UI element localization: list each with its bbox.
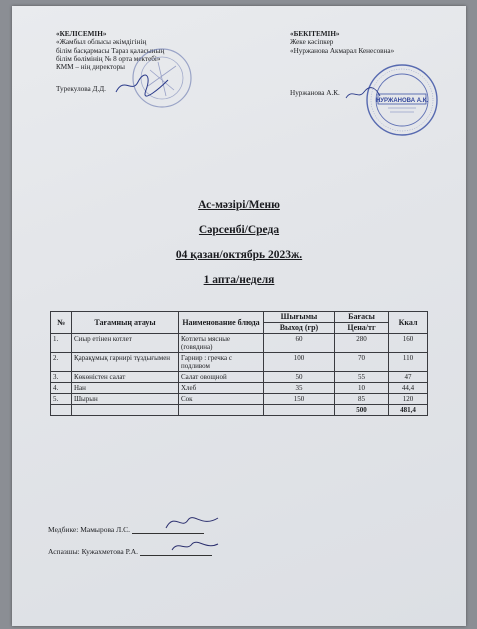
row-kcal: 44,4 <box>389 383 428 394</box>
table-header-row <box>51 312 428 323</box>
approval-left-line: «Жамбыл облысы әкімдігінің <box>56 38 147 47</box>
table-row <box>51 372 428 383</box>
col-yield-ru-header: Выход (гр) <box>264 323 335 334</box>
date-title <box>12 249 466 261</box>
col-price-kz-header: Бағасы <box>334 312 388 323</box>
day-title <box>12 224 466 236</box>
row-name-kz: Сиыр етінен котлет <box>72 334 179 353</box>
approval-left-title: «КЕЛІСЕМІН» <box>56 30 107 38</box>
nurse-signature <box>160 510 224 534</box>
row-kcal: 47 <box>389 372 428 383</box>
row-yield: 150 <box>264 394 335 405</box>
total-empty-cell <box>179 405 264 416</box>
col-name-ru-header: Наименование блюда <box>179 312 264 334</box>
menu-title-text: Ас-мәзірі/Меню <box>198 199 280 211</box>
right-signature <box>342 84 384 104</box>
table-total-row <box>51 405 428 416</box>
col-name-kz-header: Тағамның атауы <box>72 312 179 334</box>
row-name-ru: Салат овощной <box>179 372 264 383</box>
table-row <box>51 383 428 394</box>
table-row <box>51 334 428 353</box>
approval-right-line: «Нуржанова Акмарал Кенесовна» <box>290 46 395 55</box>
col-num-header: № <box>51 312 72 334</box>
row-num: 4. <box>51 383 72 394</box>
row-yield: 60 <box>264 334 335 353</box>
row-name-kz: Қарақұмық гарнирі тұздығымен <box>72 353 179 372</box>
total-kcal: 481,4 <box>389 405 428 416</box>
row-num: 1. <box>51 334 72 353</box>
date-title-text: 04 қазан/октябрь 2023ж. <box>175 249 303 261</box>
table-row <box>51 394 428 405</box>
row-price: 280 <box>334 334 388 353</box>
table-row <box>51 353 428 372</box>
left-signature <box>112 72 172 98</box>
right-seal-text: НУРЖАНОВА А.К. <box>375 98 429 104</box>
cook-signature <box>168 534 222 556</box>
row-kcal: 120 <box>389 394 428 405</box>
approval-left-line: білім бөлімінің № 8 орта мектебі» <box>56 54 161 63</box>
approval-right-line: Жеке кәсіпкер <box>290 38 334 47</box>
row-name-ru: Котлеты мясные (говядина) <box>179 334 264 353</box>
total-price: 500 <box>334 405 388 416</box>
row-kcal: 160 <box>389 334 428 353</box>
approval-left-signer: Турекулова Д.Д. <box>56 85 106 93</box>
row-name-kz: Шырын <box>72 394 179 405</box>
row-num: 3. <box>51 372 72 383</box>
nurse-label: Медбике: Мамырова Л.С. <box>48 525 130 534</box>
row-name-ru: Гарнир : гречка с подливом <box>179 353 264 372</box>
document-sheet <box>12 6 466 626</box>
row-name-kz: Нан <box>72 383 179 394</box>
col-kcal-header: Ккал <box>389 312 428 334</box>
menu-table <box>50 311 428 416</box>
row-num: 5. <box>51 394 72 405</box>
approval-left-line: КММ – нің директоры <box>56 63 125 72</box>
week-title-text: 1 апта/неделя <box>203 274 275 286</box>
approval-left-line: білім басқармасы Тараз қаласының <box>56 46 165 55</box>
row-num: 2. <box>51 353 72 372</box>
row-yield: 100 <box>264 353 335 372</box>
row-price: 70 <box>334 353 388 372</box>
cook-label: Аспазшы: Кужахметова Р.А. <box>48 547 139 556</box>
row-price: 85 <box>334 394 388 405</box>
approval-right-signer: Нуржанова А.К. <box>290 89 340 97</box>
total-empty-cell <box>264 405 335 416</box>
row-yield: 35 <box>264 383 335 394</box>
col-yield-kz-header: Шығымы <box>264 312 335 323</box>
day-title-text: Сәрсенбі/Среда <box>198 224 280 236</box>
week-title <box>12 274 466 286</box>
row-name-kz: Көкөністен салат <box>72 372 179 383</box>
col-price-ru-header: Цена/тг <box>334 323 388 334</box>
row-name-ru: Хлеб <box>179 383 264 394</box>
total-empty-cell <box>72 405 179 416</box>
row-yield: 50 <box>264 372 335 383</box>
row-kcal: 110 <box>389 353 428 372</box>
approval-right-title: «БЕКІТЕМІН» <box>290 30 340 38</box>
row-name-ru: Сок <box>179 394 264 405</box>
total-empty-cell <box>51 405 72 416</box>
row-price: 10 <box>334 383 388 394</box>
approval-right <box>290 30 450 55</box>
menu-title <box>12 199 466 211</box>
row-price: 55 <box>334 372 388 383</box>
